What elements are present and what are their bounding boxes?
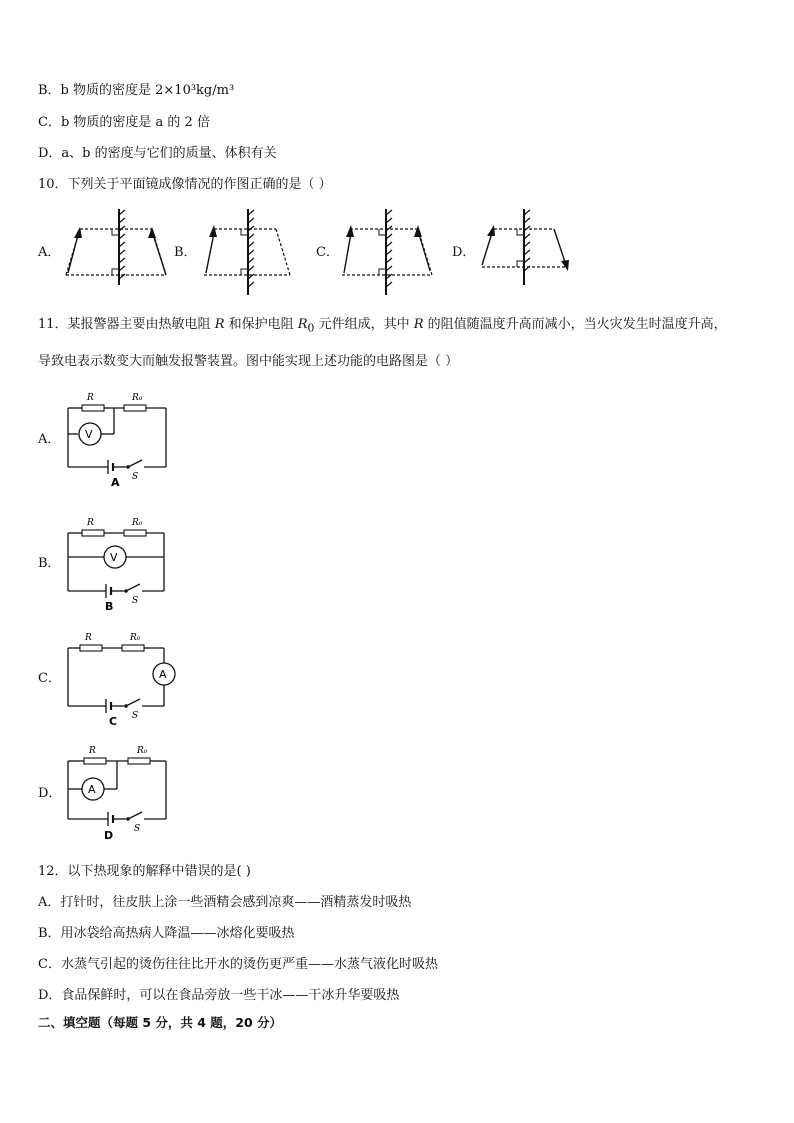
circuit-c-r-label: R [85,633,92,643]
circuit-d-fig-label: D [104,829,114,842]
q11-circuit-d [62,743,174,843]
q10-mirror-diagram-a [62,207,172,287]
circuit-d-switch-label: S [134,824,141,834]
circuit-b-r0-label: R₀ [132,518,143,528]
q11-stem-part-b: 和保护电阻 [224,317,298,332]
q11-option-d-label: D． [38,786,62,801]
q10-mirror-diagram-c [336,207,446,297]
circuit-a-fig-label: A [111,476,120,489]
circuit-b-meter: V [110,551,118,564]
var-r0-subscript: 0 [307,321,315,335]
q11-stem-part-d: 的阻值随温度升高而减小，当火灾发生时温度升高， [423,317,727,332]
q11-option-a-label: A． [38,432,61,447]
q11-option-c-label: C． [38,671,61,686]
var-r: R [214,317,225,332]
q11-stem-part-c: 元件组成，其中 [314,317,414,332]
circuit-b-r-label: R [87,518,94,528]
q11-stem-line1 [38,316,727,338]
q10-option-c-label: C． [316,245,339,260]
circuit-d-meter: A [88,783,96,796]
section-heading-fill-in: 二、填空题（每题 5 分，共 4 题，20 分） [38,1015,283,1030]
var-r0: R [297,317,308,332]
q11-circuit-a [62,390,174,490]
q12-option-d: D．食品保鲜时，可以在食品旁放一些干冰——干冰升华要吸热 [38,988,400,1003]
q10-option-a-label: A． [38,245,61,260]
q11-option-b-label: B． [38,556,61,571]
circuit-b-fig-label: B [105,600,114,613]
circuit-a-meter: V [85,428,93,441]
q11-circuit-b [62,515,174,615]
q9-option-b: B．b 物质的密度是 2×10³kg/m³ [38,83,235,98]
var-r-2: R [413,317,424,332]
circuit-d-r-label: R [89,746,96,756]
circuit-d-r0-label: R₀ [137,746,148,756]
q12-stem: 12．以下热现象的解释中错误的是( ) [38,864,251,879]
q9-option-c: C．b 物质的密度是 a 的 2 倍 [38,115,210,130]
circuit-b-switch-label: S [132,596,139,606]
q12-option-c: C．水蒸气引起的烫伤往往比开水的烫伤更严重——水蒸气液化时吸热 [38,957,438,972]
circuit-c-meter: A [159,668,167,681]
q10-mirror-diagram-d [472,207,582,287]
q10-mirror-diagram-b [196,207,306,297]
q10-option-b-label: B． [174,245,197,260]
q10-stem: 10．下列关于平面镜成像情况的作图正确的是（ ） [38,177,332,192]
circuit-a-r-label: R [87,393,94,403]
circuit-a-r0-label: R₀ [132,393,143,403]
circuit-c-fig-label: C [109,715,118,728]
circuit-c-r0-label: R₀ [130,633,141,643]
circuit-c-switch-label: S [132,711,139,721]
q10-option-d-label: D． [452,245,476,260]
q11-stem-part-a: 11．某报警器主要由热敏电阻 [38,317,215,332]
q9-option-d: D．a、b 的密度与它们的质量、体积有关 [38,146,277,161]
q12-option-b: B．用冰袋给高热病人降温——冰熔化要吸热 [38,926,295,941]
q11-circuit-c [62,630,182,730]
q12-option-a: A．打针时，往皮肤上涂一些酒精会感到凉爽——酒精蒸发时吸热 [38,895,412,910]
q11-stem-line2: 导致电表示数变大而触发报警装置。图中能实现上述功能的电路图是（ ） [38,354,459,369]
circuit-a-switch-label: S [132,472,139,482]
